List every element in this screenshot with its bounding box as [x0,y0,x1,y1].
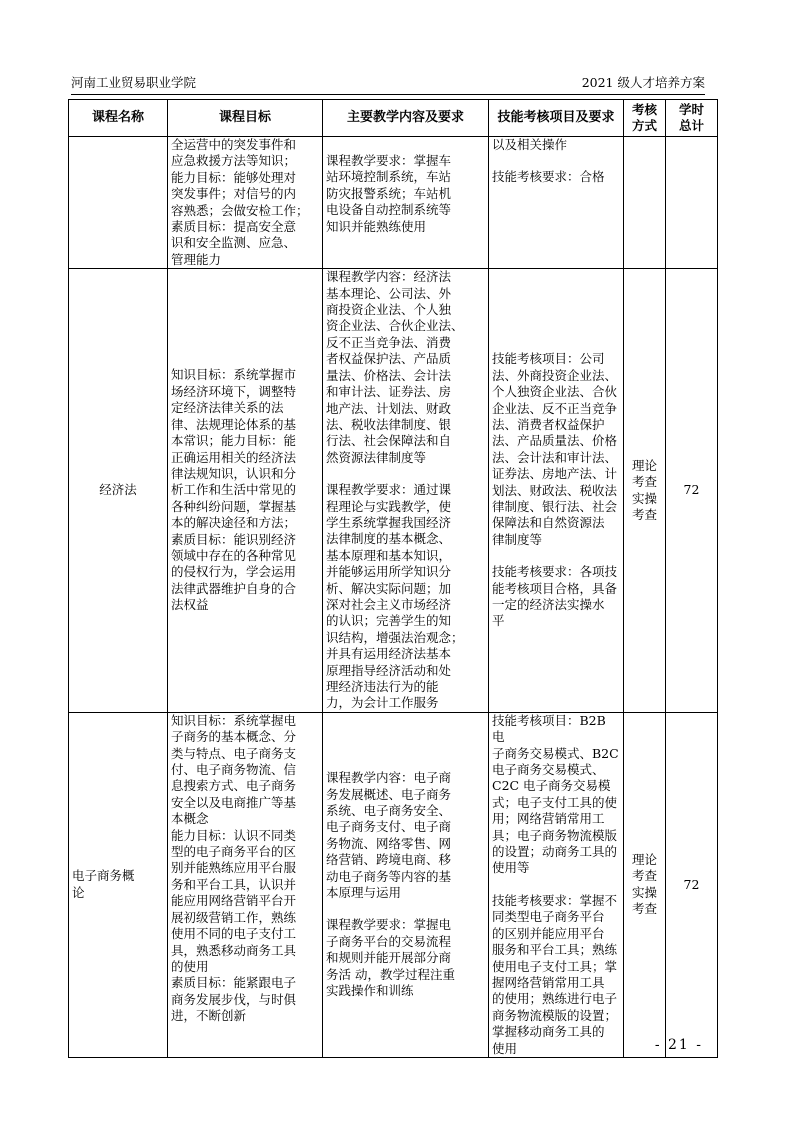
table-row [69,712,718,1057]
content-requirement: 课程教学要求：掌握车 站环境控制系统，车站 防灾报警系统；车站机 电设备自动控制系统等 知识并能熟练使用 [326,153,452,234]
content-requirement: 课程教学要求：通过课 程理论与实践教学，使 学生系统掌握我国经济 法律制度的基本概念、 基本原理和基本知识， 并能够运用所学知识分 析、解决实际问题；加 深对社会主义市场经济 的认识；完善学生的知 识结构，增强法治观念； 并具有运用经济法基本 原理指导经济活动和处 理经济违法行为的能 力，为会计工作服务 [326,482,464,711]
skills-cell [489,712,624,1057]
header-school-name: 河南工业贸易职业学院 [71,75,197,90]
header-document-title: 2021 级人才培养方案 [581,75,705,90]
page-number: - 21 - [654,1037,703,1053]
col-header-course-name: 课程名称 [69,100,168,137]
total-hours-cell: 72 [666,269,718,713]
content-cell [323,269,489,713]
course-name-cell [69,137,168,269]
header-rule [71,94,705,95]
objective-cell: 知识目标：系统掌握市 场经济环境下，调整特 定经济法律关系的法 律、法规理论体系的基 本常识；能力目标：能 正确运用相关的经济法 律法规知识，认识和分 析工作和生活中常见的 各种纠纷问题，掌握基 本的解决途径和方法； 素质目标：能识别经济 领域中存在的各种常见 的侵权行为，学会运用 法律武器维护自身的合 法权益 [168,269,323,713]
course-name-cell: 电子商务概 论 [69,712,168,1057]
col-header-hours: 学时 总计 [666,100,718,137]
content-requirement: 课程教学要求：掌握电 子商务平台的交易流程 和规则并能开展部分商 务活 动，教学过程注重 实践操作和训练 [326,917,455,999]
content-intro: 课程教学内容：经济法 基本理论、公司法、外 商投资企业法、个人独 资企业法、合伙企业法、 反不正当竞争法、消费 者权益保护法、产品质 量法、价格法、会计法 和审计法、证券法、房 地产法、计划法、财政 法、税收法律制度、银 行法、社会保障法和自 然资源法律制度等 [326,269,464,465]
col-header-skills: 技能考核项目及要求 [489,100,624,137]
skills-items: 技能考核项目：公司 法、外商投资企业法、 个人独资企业法、合伙 企业法、反不正当竞争 法、消费者权益保护 法、产品质量法、价格 法、会计法和审计法、 证券法、房地产法、计 划法、财政法、税收法 律制度、银行法、社会 保障法和自然资源法 律制度等 [492,351,618,547]
col-header-objective: 课程目标 [168,100,323,137]
table-header-row [69,100,718,137]
objective-cell: 知识目标：系统掌握电 子商务的基本概念、分 类与特点、电子商务支 付、电子商务物流、信 息搜索方式、电子商务 安全以及电商推广等基 本概念 能力目标：认识不同类 型的电子商务平台的区 别并能熟练应用平台服 务和平台工具，认识并 能应用网络营销平台开 展初级营销工作，熟练 使用不同的电子支付工 具，熟悉移动商务工具 的使用 素质目标：能紧跟电子 商务发展步伐，与时俱 进，不断创新 [168,712,323,1057]
total-hours-cell: 72 [666,712,718,1057]
skills-items: 以及相关操作 [492,137,568,152]
table-row [69,269,718,713]
assessment-method-cell [624,137,666,269]
course-name-cell: 经济法 [69,269,168,713]
skills-requirement: 技能考核要求：各项技 能考核项目合格，具备 一定的经济法实操水 平 [492,564,618,629]
objective-cell: 全运营中的突发事件和 应急救援方法等知识； 能力目标：能够处理对 突发事件；对信号的内 容熟悉；会做安检工作； 素质目标：提高安全意 识和安全监测、应急、 管理能力 [168,137,323,269]
col-header-content: 主要教学内容及要求 [323,100,489,137]
table-row [69,137,718,269]
skills-requirement: 技能考核要求：合格 [492,169,605,185]
skills-items: 技能考核项目：B2B 电 子商务交易模式、B2C 电子商务交易模式、 C2C 电子商务交易模 式；电子支付工具的使 用；网络营销常用工 具；电子商务物流模版 的设置；动商务工具的 使用等 [492,712,619,876]
content-cell [323,712,489,1057]
content-intro: 课程教学内容：电子商 务发展概述、电子商务 系统、电子商务安全、 电子商务支付、电子商 务物流、网络零售、网 络营销、跨境电商、移 动电子商务等内容的基 本原理与运用 [326,770,452,901]
skills-requirement: 技能考核要求：掌握不 同类型电子商务平台 的区别并能应用平台 服务和平台工具；熟练 使用电子支付工具；掌 握网络营销常用工具 的使用；熟练进行电子 商务物流模版的设置； 掌握移动商务工具的 使用 [492,892,618,1056]
assessment-method-cell: 理论 考查 实操 考查 [624,269,666,713]
assessment-method-cell: 理论 考查 实操 考查 [624,712,666,1057]
page-header [71,76,705,90]
total-hours-cell [666,137,718,269]
skills-cell [489,269,624,713]
col-header-method: 考核 方式 [624,100,666,137]
skills-cell [489,137,624,269]
content-cell [323,137,489,269]
course-table [68,99,718,1058]
